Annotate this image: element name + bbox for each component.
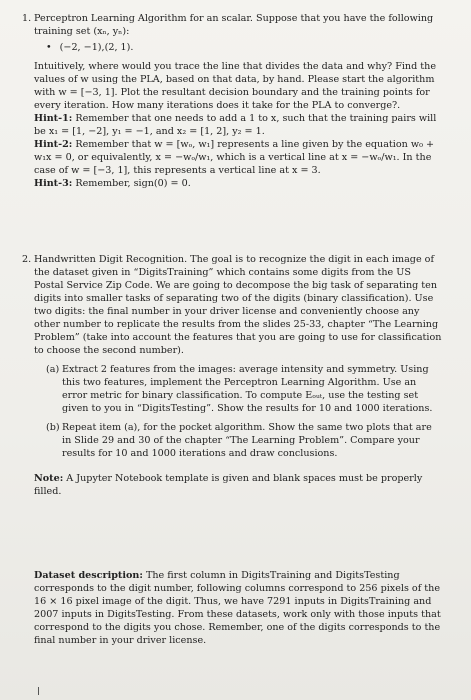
hint-3-label: Hint-3:: [34, 178, 73, 189]
item-a: [46, 363, 442, 415]
note-label: Note:: [34, 473, 64, 484]
hint-3-text: Remember, sign(0) = 0.: [72, 178, 191, 189]
hint-1-label: Hint-1:: [34, 113, 73, 124]
item-b: [46, 421, 442, 460]
training-set-bullet: [46, 41, 442, 54]
hint-2-label: Hint-2:: [34, 139, 73, 150]
question-2-body: Handwritten Digit Recognition. The goal is to recognize the digit in each image of the dataset given in “DigitsTraining” which contains some digits from the US Postal Service Zip Code. We are going to decompose the big task of separating ten digits into smaller tasks of separating two of the digits (binary classification). Use two digits: the final number in your driver license and conveniently choose any other number to replicate the results from the slides 25-33, chapter “The Learning Problem” (take into account the features that you are going to use for classification to choose the second number).: [34, 254, 442, 356]
dataset-description: [34, 569, 444, 647]
hint-1: [34, 112, 442, 138]
hint-3: [34, 177, 442, 190]
page-margin-mark: [38, 687, 39, 695]
question-2: [22, 253, 442, 498]
item-b-label: (b): [46, 422, 60, 433]
note: [34, 472, 442, 498]
question-1: [22, 12, 442, 190]
item-a-label: (a): [46, 364, 60, 375]
note-text: A Jupyter Notebook template is given and blank spaces must be properly filled.: [34, 473, 423, 497]
dataset-text: The first column in DigitsTraining and DigitsTesting corresponds to the digit number, following columns correspond to 256 pixels of the 16 × 16 pixel image of the digit. Thus, we have 7291 inputs in DigitsTraining and 2007 inputs in DigitsTesting. From these datasets, work only with those inputs that correspond to the digits you chose. Remember, one of the digits corresponds to the final number in your driver license.: [34, 570, 441, 646]
question-2-number: 2.: [22, 254, 32, 265]
question-1-number: 1.: [22, 13, 32, 24]
dataset-label: Dataset description:: [34, 570, 143, 581]
item-b-text: Repeat item (a), for the pocket algorithm. Show the same two plots that are in Slide 29 and 30 of the chapter “The Learning Problem”. Compare your results for 10 and 1000 iterations and draw conclusions.: [62, 422, 432, 459]
item-a-text: Extract 2 features from the images: average intensity and symmetry. Using this two features, implement the Perceptron Learning Algorithm. Use an error metric for binary classification. To compute Eₒᵤₜ, use the testing set given to you in “DigitsTesting”. Show the results for 10 and 1000 iterations.: [62, 364, 433, 414]
training-set-values: (−2, −1),(2, 1).: [59, 42, 134, 53]
question-1-body: Intuitively, where would you trace the line that divides the data and why? Find the values of w using the PLA, based on that data, by hand. Please start the algorithm with w = [−3, 1]. Plot the resultant decision boundary and the training points for every iteration. How many iterations does it take for the PLA to converge?.: [34, 61, 436, 111]
hint-2: [34, 138, 442, 177]
question-1-intro: Perceptron Learning Algorithm for an scalar. Suppose that you have the following training set (xₙ, yₙ):: [34, 13, 434, 37]
hint-1-text: Remember that one needs to add a 1 to x, such that the training pairs will be x₁ = [1, −2], y₁ = −1, and x₂ = [1, 2], y₂ = 1.: [34, 113, 437, 137]
hint-2-text: Remember that w = [wₒ, w₁] represents a line given by the equation w₀ + w₁x = 0, or equivalently, x = −wₒ/w₁, which is a vertical line at x = −wₒ/w₁. In the case of w = [−3, 1], this represents a vertical line at x = 3.: [34, 139, 435, 176]
